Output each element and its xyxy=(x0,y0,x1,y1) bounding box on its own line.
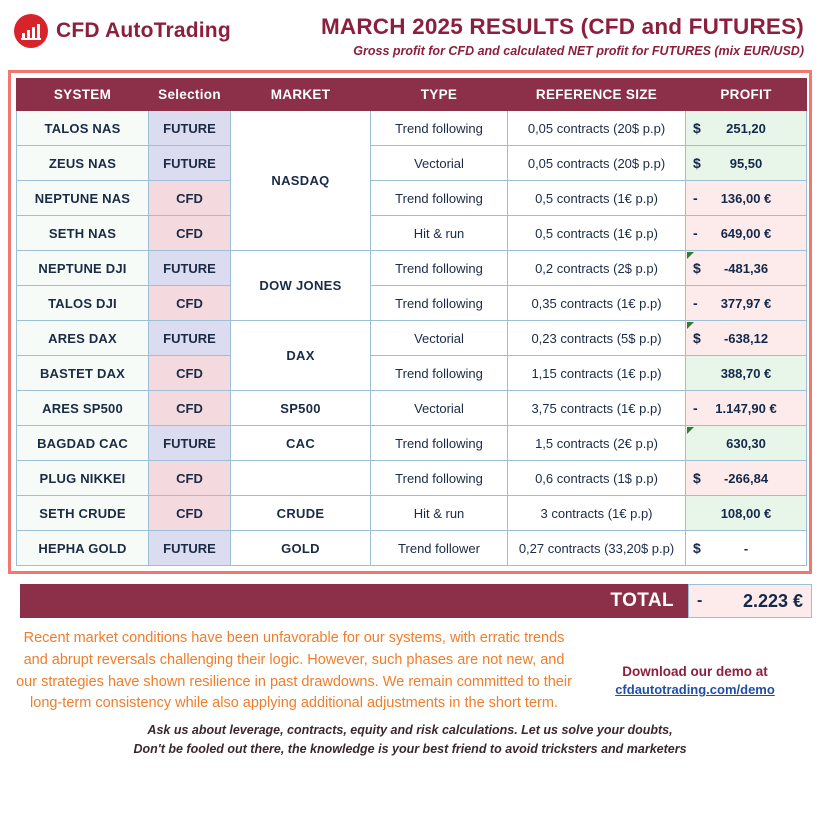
cell-reference-size: 0,6 contracts (1$ p.p) xyxy=(508,461,686,496)
total-row xyxy=(8,584,812,618)
profit-sign: $ xyxy=(693,540,701,556)
download-label: Download our demo at xyxy=(622,664,768,679)
col-system: SYSTEM xyxy=(17,79,149,111)
cell-market: CAC xyxy=(231,426,371,461)
cell-type: Trend following xyxy=(371,181,508,216)
cell-profit xyxy=(686,426,807,461)
brand xyxy=(14,14,264,48)
profit-sign: - xyxy=(693,190,698,206)
cell-reference-size: 0,35 contracts (1€ p.p) xyxy=(508,286,686,321)
profit-sign: $ xyxy=(693,260,701,276)
cell-system: PLUG NIKKEI xyxy=(17,461,149,496)
profit-amount: - xyxy=(743,540,749,556)
col-profit: PROFIT xyxy=(686,79,807,111)
cell-profit xyxy=(686,321,807,356)
table-body xyxy=(17,111,807,566)
cell-profit xyxy=(686,356,807,391)
cell-selection: CFD xyxy=(149,181,231,216)
cell-selection: CFD xyxy=(149,216,231,251)
cell-profit xyxy=(686,216,807,251)
cell-system: ZEUS NAS xyxy=(17,146,149,181)
table-row xyxy=(17,426,807,461)
table-row xyxy=(17,531,807,566)
footer-note xyxy=(0,721,820,760)
cell-type: Trend following xyxy=(371,286,508,321)
cell-market: DAX xyxy=(231,321,371,391)
profit-sign: - xyxy=(693,295,698,311)
cell-system: TALOS NAS xyxy=(17,111,149,146)
page-header xyxy=(0,0,820,58)
table-row xyxy=(17,146,807,181)
profit-sign: $ xyxy=(693,330,701,346)
cell-type: Trend following xyxy=(371,111,508,146)
cell-profit xyxy=(686,461,807,496)
cell-profit xyxy=(686,391,807,426)
cell-type: Trend following xyxy=(371,356,508,391)
cell-system: BAGDAD CAC xyxy=(17,426,149,461)
cell-market: NASDAQ xyxy=(231,111,371,251)
cell-type: Hit & run xyxy=(371,216,508,251)
col-type: TYPE xyxy=(371,79,508,111)
cell-type: Trend following xyxy=(371,426,508,461)
cell-reference-size: 0,5 contracts (1€ p.p) xyxy=(508,181,686,216)
chart-bars-circle-icon xyxy=(14,14,48,48)
footer-line-1: Ask us about leverage, contracts, equity and risk calculations. Let us solve your doubts, xyxy=(147,723,673,737)
cell-selection: CFD xyxy=(149,286,231,321)
cell-type: Trend following xyxy=(371,251,508,286)
profit-amount: 388,70 € xyxy=(720,365,772,381)
commentary-text: Recent market conditions have been unfavorable for our systems, with erratic trends and abrupt reversals challenging their logic. However, such phases are not new, and our strategies have shown resilience in past drawdowns. We remain committed to their long-term consistency while also applying additional adjustments in the short term. xyxy=(16,630,572,712)
profit-amount: 1.147,90 € xyxy=(715,400,777,416)
cell-profit xyxy=(686,531,807,566)
cell-reference-size: 0,05 contracts (20$ p.p) xyxy=(508,111,686,146)
total-amount: 2.223 € xyxy=(742,590,803,611)
table-row xyxy=(17,181,807,216)
page-subtitle: Gross profit for CFD and calculated NET profit for FUTURES (mix EUR/USD) xyxy=(353,44,804,58)
demo-link[interactable]: cfdautotrading.com/demo xyxy=(615,682,775,697)
cell-reference-size: 1,5 contracts (2€ p.p) xyxy=(508,426,686,461)
cell-selection: CFD xyxy=(149,461,231,496)
results-table-frame xyxy=(8,70,812,574)
cell-type: Vectorial xyxy=(371,321,508,356)
total-label: TOTAL xyxy=(20,584,688,618)
cell-system: SETH NAS xyxy=(17,216,149,251)
profit-amount: 630,30 xyxy=(726,435,766,451)
cell-profit xyxy=(686,146,807,181)
table-row xyxy=(17,461,807,496)
page-title: MARCH 2025 RESULTS (CFD and FUTURES) xyxy=(320,14,804,39)
cell-reference-size: 0,23 contracts (5$ p.p) xyxy=(508,321,686,356)
cell-selection: CFD xyxy=(149,391,231,426)
demo-block xyxy=(584,628,806,715)
profit-sign: $ xyxy=(693,120,701,136)
brand-name: CFD AutoTrading xyxy=(56,19,231,42)
table-row xyxy=(17,251,807,286)
profit-amount: -638,12 xyxy=(723,330,769,346)
cell-selection: FUTURE xyxy=(149,111,231,146)
profit-amount: 251,20 xyxy=(726,120,766,136)
cell-profit xyxy=(686,496,807,531)
cell-selection: FUTURE xyxy=(149,251,231,286)
col-market: MARKET xyxy=(231,79,371,111)
col-selection: Selection xyxy=(149,79,231,111)
cell-reference-size: 3,75 contracts (1€ p.p) xyxy=(508,391,686,426)
cell-system: NEPTUNE DJI xyxy=(17,251,149,286)
cell-selection: FUTURE xyxy=(149,531,231,566)
cell-market: DOW JONES xyxy=(231,251,371,321)
cell-reference-size: 0,27 contracts (33,20$ p.p) xyxy=(508,531,686,566)
cell-market xyxy=(231,461,371,496)
cell-profit xyxy=(686,286,807,321)
table-row xyxy=(17,216,807,251)
cell-system: SETH CRUDE xyxy=(17,496,149,531)
cell-system: BASTET DAX xyxy=(17,356,149,391)
cell-reference-size: 0,05 contracts (20$ p.p) xyxy=(508,146,686,181)
cell-system: HEPHA GOLD xyxy=(17,531,149,566)
cell-type: Vectorial xyxy=(371,146,508,181)
cell-profit xyxy=(686,111,807,146)
profit-amount: 136,00 € xyxy=(720,190,772,206)
cell-reference-size: 0,5 contracts (1€ p.p) xyxy=(508,216,686,251)
table-row xyxy=(17,321,807,356)
profit-sign: $ xyxy=(693,470,701,486)
profit-sign: - xyxy=(693,400,698,416)
cell-profit xyxy=(686,251,807,286)
cell-system: ARES SP500 xyxy=(17,391,149,426)
profit-amount: -481,36 xyxy=(723,260,769,276)
cell-profit xyxy=(686,181,807,216)
table-row xyxy=(17,286,807,321)
total-sign: - xyxy=(697,592,703,609)
profit-amount: 95,50 xyxy=(729,155,763,171)
cell-selection: CFD xyxy=(149,496,231,531)
profit-sign: - xyxy=(693,225,698,241)
footer-line-2: Don't be fooled out there, the knowledge is your best friend to avoid tricksters and marketers xyxy=(133,742,687,757)
cell-type: Trend following xyxy=(371,461,508,496)
cell-reference-size: 0,2 contracts (2$ p.p) xyxy=(508,251,686,286)
profit-amount: 649,00 € xyxy=(720,225,772,241)
table-header-row xyxy=(17,79,807,111)
cell-system: TALOS DJI xyxy=(17,286,149,321)
cell-market: SP500 xyxy=(231,391,371,426)
total-value xyxy=(688,584,812,618)
title-block xyxy=(264,14,808,58)
cell-selection: FUTURE xyxy=(149,146,231,181)
cell-type: Trend follower xyxy=(371,531,508,566)
table-row xyxy=(17,111,807,146)
cell-market: CRUDE xyxy=(231,496,371,531)
profit-sign: $ xyxy=(693,155,701,171)
results-table xyxy=(16,78,807,566)
cell-system: ARES DAX xyxy=(17,321,149,356)
profit-amount: -266,84 xyxy=(723,470,769,486)
cell-reference-size: 1,15 contracts (1€ p.p) xyxy=(508,356,686,391)
table-row xyxy=(17,496,807,531)
col-reference: REFERENCE SIZE xyxy=(508,79,686,111)
notes-section xyxy=(0,618,820,715)
cell-system: NEPTUNE NAS xyxy=(17,181,149,216)
profit-amount: 377,97 € xyxy=(720,295,772,311)
table-row xyxy=(17,391,807,426)
table-row xyxy=(17,356,807,391)
cell-selection: FUTURE xyxy=(149,426,231,461)
cell-type: Vectorial xyxy=(371,391,508,426)
cell-selection: FUTURE xyxy=(149,321,231,356)
cell-selection: CFD xyxy=(149,356,231,391)
profit-amount: 108,00 € xyxy=(720,505,772,521)
cell-type: Hit & run xyxy=(371,496,508,531)
cell-market: GOLD xyxy=(231,531,371,566)
cell-reference-size: 3 contracts (1€ p.p) xyxy=(508,496,686,531)
